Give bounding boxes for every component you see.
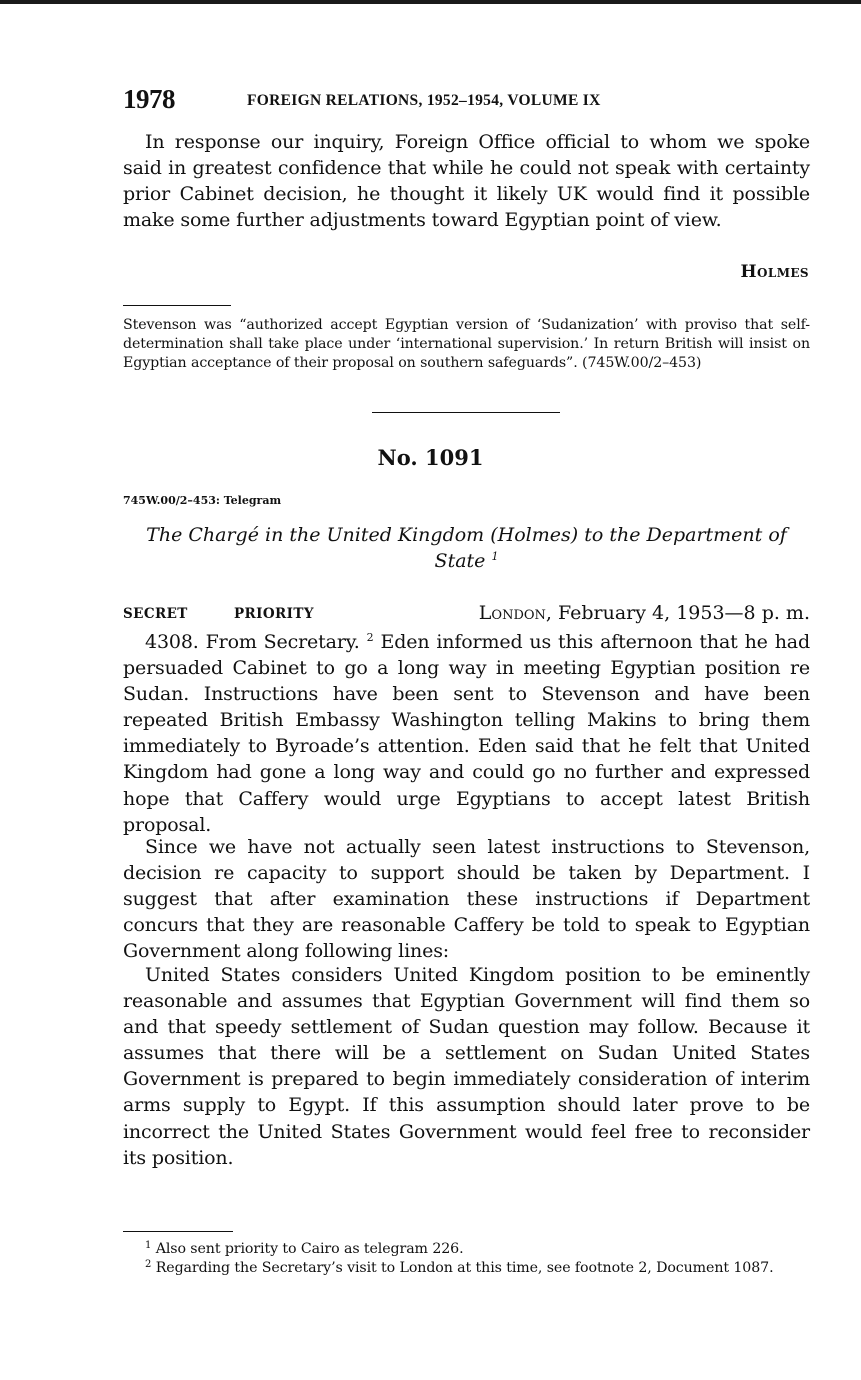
footnote-1-text: Also sent priority to Cairo as telegram 226. bbox=[155, 1241, 464, 1257]
top-paragraph: In response our inquiry, Foreign Office official to whom we spoke said in greatest confidence that while he could not speak with certainty prior Cabinet decision, he thought it likely UK would find it possible make some further adjustments toward Egyptian point of view. bbox=[123, 131, 810, 232]
footnote-2-marker: 2 bbox=[145, 1259, 152, 1270]
place: London bbox=[478, 602, 546, 624]
body-paragraph-2: Since we have not actually seen latest instructions to Stevenson, decision re capacity to support should be taken by Department. I suggest that after examination these instructions if Department concurs that they are reasonable Caffery be told to speak to Egyptian Government along following lines: bbox=[123, 836, 810, 963]
file-reference: 745W.00/2–453: Telegram bbox=[123, 494, 282, 507]
page-number: 1978 bbox=[123, 84, 175, 114]
footnote-2 bbox=[123, 1259, 810, 1278]
body-paragraph-3: United States considers United Kingdom position to be eminently reasonable and assumes that Egyptian Government will find them so and that speedy settlement of Sudan question may follow. Because it assumes that there will be a settlement on Sudan United States Government is prepared to begin immediately consideration of interim arms supply to Egypt. If this assumption should later prove to be incorrect the United States Government would feel free to reconsider its position. bbox=[123, 964, 810, 1169]
footnote-2-text: Regarding the Secretary’s visit to London at this time, see footnote 2, Document 1087. bbox=[155, 1260, 774, 1276]
date-time: , February 4, 1953—8 p. m. bbox=[545, 602, 810, 624]
paragraph-1-text: Eden informed us this afternoon that he had persuaded Cabinet to go a long way in meeting Egyptian position re Sudan. Instructions have been sent to Stevenson and have been repeated British Embassy Washington telling Makins to bring them immediately to Byroade’s attention. Eden said that he felt that United Kingdom had gone a long way and could go no further and expressed hope that Caffery would urge Egyptians to accept latest British proposal. bbox=[123, 631, 811, 836]
place-and-date bbox=[479, 602, 810, 624]
classification-priority: PRIORITY bbox=[234, 606, 314, 622]
page-header bbox=[123, 84, 813, 114]
footnote-1 bbox=[123, 1240, 810, 1259]
document-number: No. 1091 bbox=[377, 445, 484, 470]
dateline bbox=[123, 602, 810, 628]
footnote-ref-2: 2 bbox=[366, 631, 374, 644]
body-paragraph-1 bbox=[123, 629, 810, 838]
document-title-text: The Chargé in the United Kingdom (Holmes) to the Department of State bbox=[146, 524, 787, 572]
classification-secret: SECRET bbox=[123, 606, 188, 622]
running-title: FOREIGN RELATIONS, 1952–1954, VOLUME IX bbox=[247, 92, 601, 109]
document-title bbox=[123, 522, 810, 574]
footnote-ref-1: 1 bbox=[491, 550, 499, 563]
telegram-number: 4308. From Secretary. bbox=[145, 631, 360, 653]
footnote-separator-bottom bbox=[123, 1231, 233, 1232]
page-top-border bbox=[0, 0, 861, 4]
section-divider bbox=[372, 412, 560, 413]
signature: Holmes bbox=[740, 262, 809, 282]
footnote-separator-top bbox=[123, 305, 231, 306]
editor-note: Stevenson was “authorized accept Egyptian version of ‘Sudanization’ with proviso that self-determination shall take place under ‘international supervision.’ In return British will insist on Egyptian acceptance of their proposal on southern safeguards”. (745W.00/2–453) bbox=[123, 317, 810, 371]
footnotes bbox=[123, 1240, 810, 1278]
footnote-1-marker: 1 bbox=[145, 1240, 152, 1251]
